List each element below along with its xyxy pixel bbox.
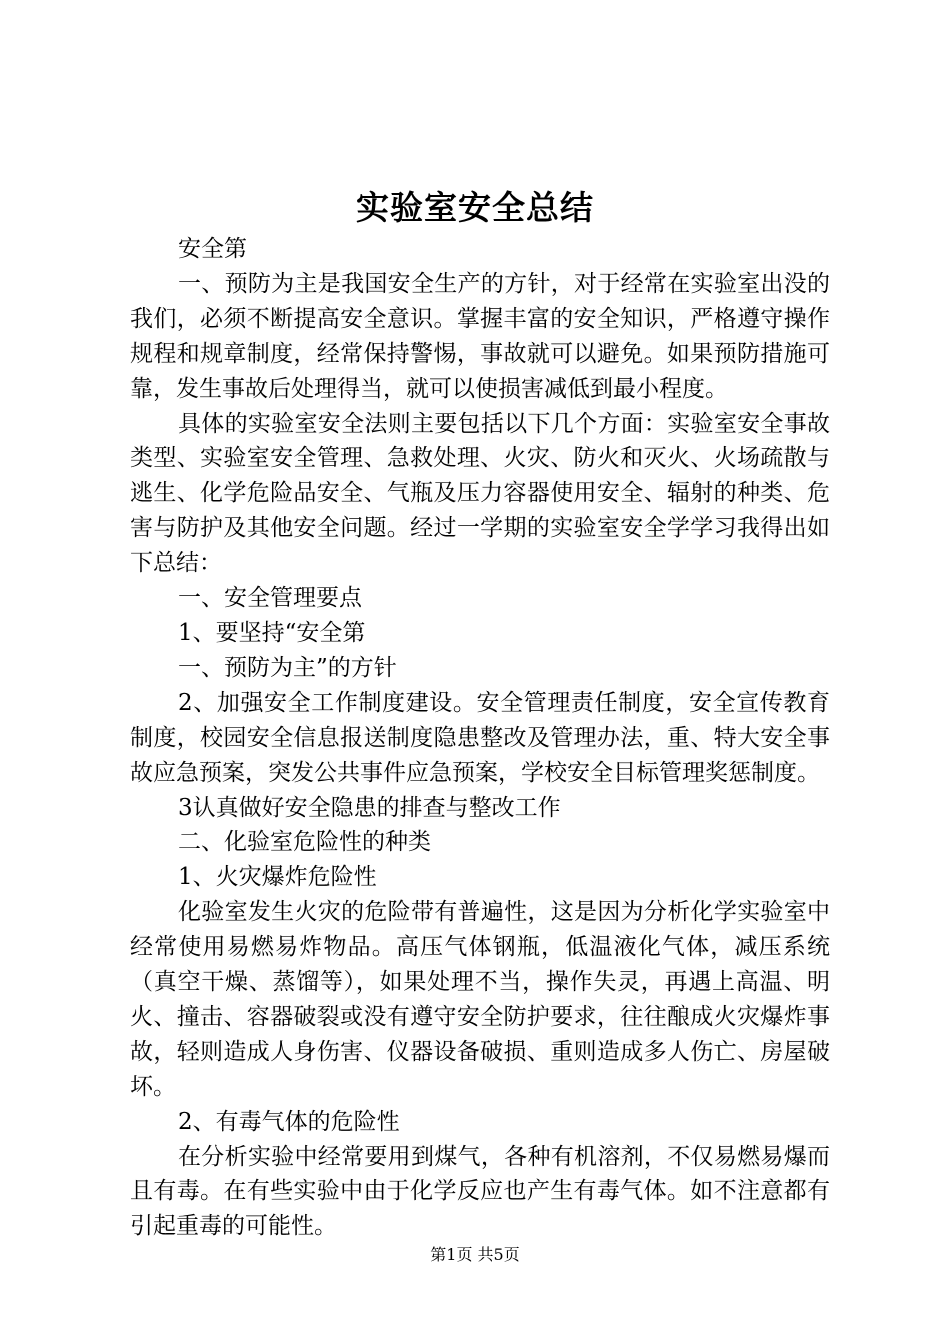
section-heading: 一、安全管理要点 bbox=[178, 585, 362, 612]
paragraph: 化验室发生火灾的危险带有普遍性，这是因为分析化学实验室中经常使用易燃易炸物品。高压气体钢瓶，低温液化气体，减压系统（真空干燥、蒸馏等），如果处理不当，操作失灵，再遇上高温、明火、撞击、容器破裂或没有遵守安全防护要求，往往酿成火灾爆炸事故，轻则造成人身伤害、仪器设备破损、重则造成多人伤亡、房屋破坏。 bbox=[130, 899, 830, 1100]
paragraph: 2、加强安全工作制度建设。安全管理责任制度，安全宣传教育制度，校园安全信息报送制度隐患整改及管理办法，重、特大安全事故应急预案，突发公共事件应急预案，学校安全目标管理奖惩制度。 bbox=[130, 689, 830, 786]
subsection-heading: 1、火灾爆炸危险性 bbox=[178, 864, 377, 891]
paragraph: 1、要坚持“安全第 bbox=[178, 619, 366, 646]
document-title: 实验室安全总结 bbox=[356, 188, 594, 227]
subsection-heading: 2、有毒气体的危险性 bbox=[178, 1108, 400, 1135]
paragraph: 一、预防为主是我国安全生产的方针，对于经常在实验室出没的我们，必须不断提高安全意识。掌握丰富的安全知识，严格遵守操作规程和规章制度，经常保持警惕，事故就可以避免。如果预防措施可靠，发生事故后处理得当，就可以使损害减低到最小程度。 bbox=[130, 270, 830, 402]
page-footer: 第1页 共5页 bbox=[430, 1245, 520, 1264]
paragraph: 一、预防为主”的方针 bbox=[178, 654, 397, 681]
paragraph: 具体的实验室安全法则主要包括以下几个方面：实验室安全事故类型、实验室安全管理、急救处理、火灾、防火和灭火、火场疏散与逃生、化学危险品安全、气瓶及压力容器使用安全、辐射的种类、危害与防护及其他安全问题。经过一学期的实验室安全学学习我得出如下总结： bbox=[130, 410, 830, 577]
section-heading: 二、化验室危险性的种类 bbox=[178, 829, 431, 856]
paragraph: 3认真做好安全隐患的排查与整改工作 bbox=[178, 794, 561, 821]
document-body bbox=[130, 232, 830, 1244]
paragraph: 在分析实验中经常要用到煤气，各种有机溶剂，不仅易燃易爆而且有毒。在有些实验中由于化学反应也产生有毒气体。如不注意都有引起重毒的可能性。 bbox=[130, 1143, 830, 1240]
paragraph: 安全第 bbox=[178, 236, 247, 262]
